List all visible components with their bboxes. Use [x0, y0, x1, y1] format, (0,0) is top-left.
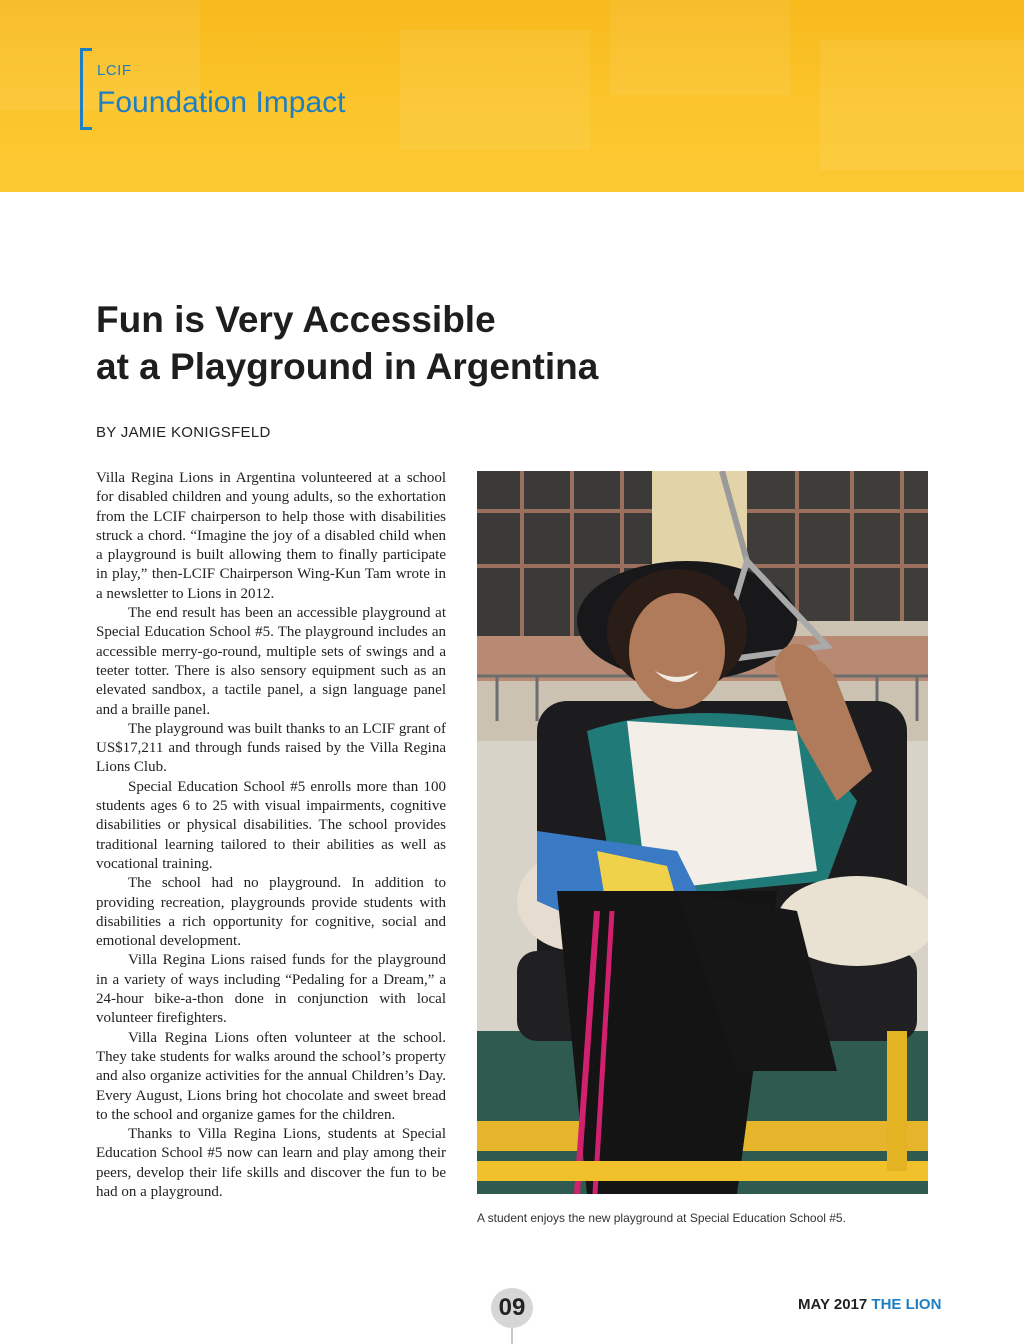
- article-byline: BY JAMIE KONIGSFELD: [96, 424, 271, 441]
- body-paragraph: Special Education School #5 enrolls more than 100 students ages 6 to 25 with visual impairments, cognitive disabilities or physical disabilities. The school provides traditional learning tailored to their abilities as well as vocational training.: [96, 778, 446, 872]
- section-kicker: LCIF: [97, 62, 132, 79]
- body-paragraph: Thanks to Villa Regina Lions, students at Special Education School #5 now can learn and play among their peers, develop their life skills and discover the fun to be had on a playground.: [96, 1126, 446, 1200]
- article-photo: [477, 471, 928, 1194]
- headline-line-2: at a Playground in Argentina: [96, 346, 599, 387]
- article-headline: [96, 296, 896, 390]
- headline-line-1: Fun is Very Accessible: [96, 299, 496, 340]
- body-paragraph: Villa Regina Lions often volunteer at the school. They take students for walks around the school’s property and also organize activities for the annual Children’s Day. Every August, Lions bring hot chocolate and sweet bread to the school and organize games for the children.: [96, 1029, 446, 1123]
- banner-tile: [400, 30, 590, 150]
- body-paragraph: The school had no playground. In addition to providing recreation, playgrounds provide students with disabilities a rich opportunity for cognitive, social and emotional development.: [96, 875, 446, 950]
- photo-caption: A student enjoys the new playground at Special Education School #5.: [477, 1211, 846, 1225]
- publication-name: THE LION: [871, 1296, 942, 1313]
- body-paragraph: Villa Regina Lions in Argentina volunteered at a school for disabled children and young adults, so the exhortation from the LCIF chairperson to help those with disabilities struck a chord. “Imagine the joy of a disabled child when a playground is built allowing them to finally participate in play,” then-LCIF Chairperson Wing-Kun Tam wrote in a newsletter to Lions in 2012.: [96, 470, 446, 602]
- banner-tile: [820, 40, 1024, 170]
- playground-photo-illustration: [477, 471, 928, 1194]
- footer-issue: [798, 1296, 941, 1313]
- section-title: Foundation Impact: [97, 86, 346, 119]
- issue-date: MAY 2017: [798, 1296, 868, 1313]
- banner-tile: [610, 0, 790, 95]
- section-bracket: [80, 48, 92, 130]
- header-banner: [0, 0, 1024, 192]
- article-body: [96, 469, 446, 1202]
- body-paragraph: The playground was built thanks to an LCIF grant of US$17,211 and through funds raised by the Villa Regina Lions Club.: [96, 720, 446, 776]
- page-number-divider: [511, 1328, 513, 1344]
- body-paragraph: The end result has been an accessible playground at Special Education School #5. The playground includes an accessible merry-go-round, multiple sets of swings and a teeter totter. There is also sensory equipment such as an elevated sandbox, a tactile panel, a sign language panel and a braille panel.: [96, 605, 446, 718]
- page-number: 09: [491, 1288, 533, 1328]
- body-paragraph: Villa Regina Lions raised funds for the playground in a variety of ways including “Pedaling for a Dream,” a 24-hour bike-a-thon done in conjunction with local volunteer firefighters.: [96, 952, 446, 1027]
